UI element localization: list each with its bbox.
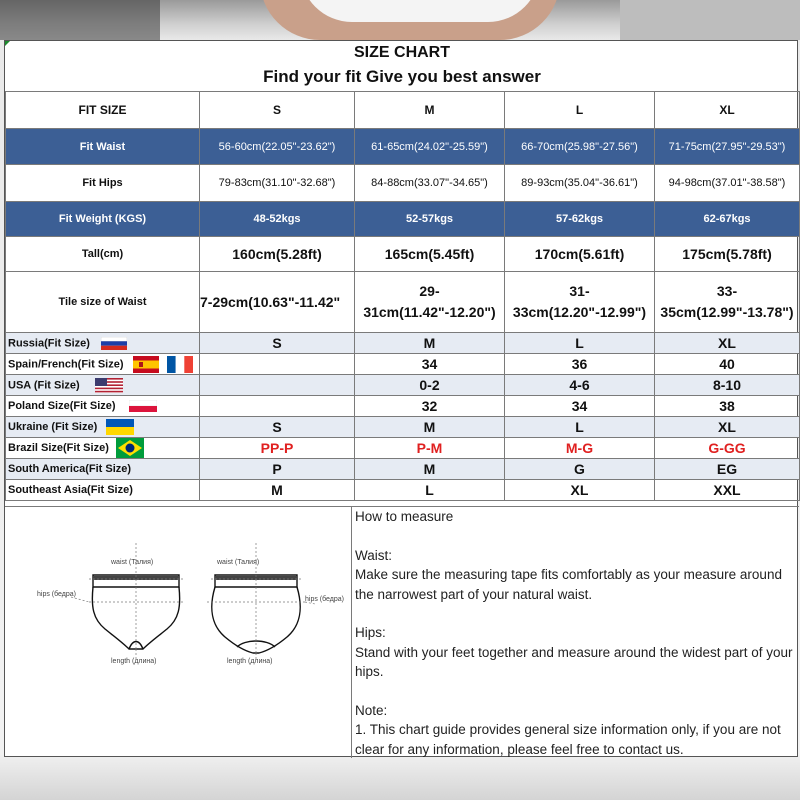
table-cell: EG [655, 459, 800, 480]
table-cell: M [355, 459, 505, 480]
note-title: Note: [355, 702, 388, 718]
spain-france-flag-icon [133, 356, 193, 373]
measure-section [5, 506, 799, 759]
table-cell: S [200, 417, 355, 438]
waist-label: waist (Талия) [111, 559, 154, 566]
fit-weight-row [6, 202, 800, 237]
south-america-label: South America(Fit Size) [6, 459, 200, 480]
tile-row [6, 272, 800, 333]
ukraine-row [6, 417, 800, 438]
table-cell: XL [655, 417, 800, 438]
table-cell: 71-75cm(27.95"-29.53") [655, 129, 800, 165]
table-cell: M [355, 333, 505, 354]
table-cell: 89-93cm(35.04"-36.61") [505, 165, 655, 202]
fit-weight-label: Fit Weight (KGS) [6, 202, 200, 237]
table-cell: 170cm(5.61ft) [505, 237, 655, 272]
background-photo-top [0, 0, 800, 40]
russia-label [6, 333, 200, 354]
south-america-row [6, 459, 800, 480]
row-label: Russia(Fit Size) [8, 336, 90, 349]
southeast-asia-label: Southeast Asia(Fit Size) [6, 480, 200, 501]
table-cell: 4-6 [505, 375, 655, 396]
length-label: length (длина) [111, 658, 157, 665]
table-cell: L [505, 417, 655, 438]
table-cell: 31-33cm(12.20"-12.99") [505, 272, 655, 333]
fit-size-header: FIT SIZE [6, 92, 200, 129]
table-cell: P [200, 459, 355, 480]
poland-flag-icon [129, 400, 157, 412]
table-cell: XL [655, 333, 800, 354]
spain-french-row [6, 354, 800, 375]
waist-title: Waist: [355, 547, 392, 563]
table-cell: M [355, 417, 505, 438]
briefs-diagram-icon [5, 507, 351, 758]
table-cell: 175cm(5.78ft) [655, 237, 800, 272]
note-text: 1. This chart guide provides general size information only, if you are not clear for any information, please feel free to contact us. [355, 722, 781, 757]
table-cell: L [355, 480, 505, 501]
table-cell: 160cm(5.28ft) [200, 237, 355, 272]
size-s-header: S [200, 92, 355, 129]
table-cell: L [505, 333, 655, 354]
table-cell: 84-88cm(33.07"-34.65") [355, 165, 505, 202]
table-cell: 0-2 [355, 375, 505, 396]
size-l-header: L [505, 92, 655, 129]
table-cell: 36 [505, 354, 655, 375]
table-cell [200, 354, 355, 375]
brazil-flag-icon [116, 438, 144, 458]
table-cell: 57-62kgs [505, 202, 655, 237]
table-cell: XL [505, 480, 655, 501]
table-cell: 29-31cm(11.42"-12.20") [355, 272, 505, 333]
table-cell: 61-65cm(24.02"-25.59") [355, 129, 505, 165]
fit-waist-row [6, 129, 800, 165]
table-cell: 66-70cm(25.98"-27.56") [505, 129, 655, 165]
tall-label: Tall(cm) [6, 237, 200, 272]
table-cell: S [200, 333, 355, 354]
table-cell [200, 396, 355, 417]
spain-french-label [6, 354, 200, 375]
table-cell: M [200, 480, 355, 501]
table-cell: 34 [355, 354, 505, 375]
russia-row [6, 333, 800, 354]
size-chart-sheet [4, 40, 798, 757]
waist-text: Make sure the measuring tape fits comfortably as your measure around the narrowest part of your natural waist. [355, 567, 782, 602]
size-table [5, 91, 800, 501]
table-cell: 52-57kgs [355, 202, 505, 237]
table-cell: 94-98cm(37.01"-38.58") [655, 165, 800, 202]
chart-subtitle: Find your fit Give you best answer [263, 67, 541, 86]
row-label: Poland Size(Fit Size) [8, 399, 116, 412]
table-cell: 33-35cm(12.99"-13.78") [655, 272, 800, 333]
table-cell: 79-83cm(31.10"-32.68") [200, 165, 355, 202]
table-cell: 62-67kgs [655, 202, 800, 237]
row-label: Spain/French(Fit Size) [8, 357, 124, 370]
header-row [6, 92, 800, 129]
row-label: Ukraine (Fit Size) [8, 420, 98, 433]
table-cell: 34 [505, 396, 655, 417]
table-cell: 38 [655, 396, 800, 417]
length-label: length (длина) [227, 658, 273, 665]
background-photo-bottom [0, 755, 800, 800]
tall-row [6, 237, 800, 272]
hips-label: hips (бедра) [305, 596, 344, 603]
row-label: USA (Fit Size) [8, 378, 80, 391]
table-cell: 8-10 [655, 375, 800, 396]
hips-title: Hips: [355, 625, 386, 640]
how-to-measure-text [353, 507, 797, 758]
poland-row [6, 396, 800, 417]
hips-text: Stand with your feet together and measure around the widest part of your hips. [355, 644, 793, 679]
size-m-header: M [355, 92, 505, 129]
brazil-row [6, 438, 800, 459]
table-cell: P-M [355, 438, 505, 459]
table-cell: 48-52kgs [200, 202, 355, 237]
table-cell: 165cm(5.45ft) [355, 237, 505, 272]
usa-label [6, 375, 200, 396]
table-cell: 40 [655, 354, 800, 375]
ukraine-flag-icon [106, 419, 134, 435]
table-cell: XXL [655, 480, 800, 501]
measurement-diagram [5, 507, 352, 758]
table-cell: 7-29cm(10.63"-11.42" [200, 272, 355, 333]
usa-row [6, 375, 800, 396]
table-cell: PP-P [200, 438, 355, 459]
table-cell: G-GG [655, 438, 800, 459]
title-block [5, 41, 799, 91]
usa-flag-icon [95, 378, 123, 393]
poland-label [6, 396, 200, 417]
table-cell: 32 [355, 396, 505, 417]
waist-label: waist (Талия) [217, 559, 260, 566]
russia-flag-icon [101, 337, 127, 350]
hips-label: hips (бедра) [37, 591, 76, 598]
fit-waist-label: Fit Waist [6, 129, 200, 165]
fit-hips-label: Fit Hips [6, 165, 200, 202]
measure-heading: How to measure [355, 509, 454, 524]
table-cell: G [505, 459, 655, 480]
ukraine-label [6, 417, 200, 438]
table-cell: M-G [505, 438, 655, 459]
tile-label: Tile size of Waist [6, 272, 200, 333]
table-cell [200, 375, 355, 396]
southeast-asia-row [6, 480, 800, 501]
size-xl-header: XL [655, 92, 800, 129]
table-cell: 56-60cm(22.05"-23.62") [200, 129, 355, 165]
fit-hips-row [6, 165, 800, 202]
chart-title: SIZE CHART [354, 44, 450, 61]
brazil-label [6, 438, 200, 459]
row-label: Brazil Size(Fit Size) [8, 441, 109, 454]
